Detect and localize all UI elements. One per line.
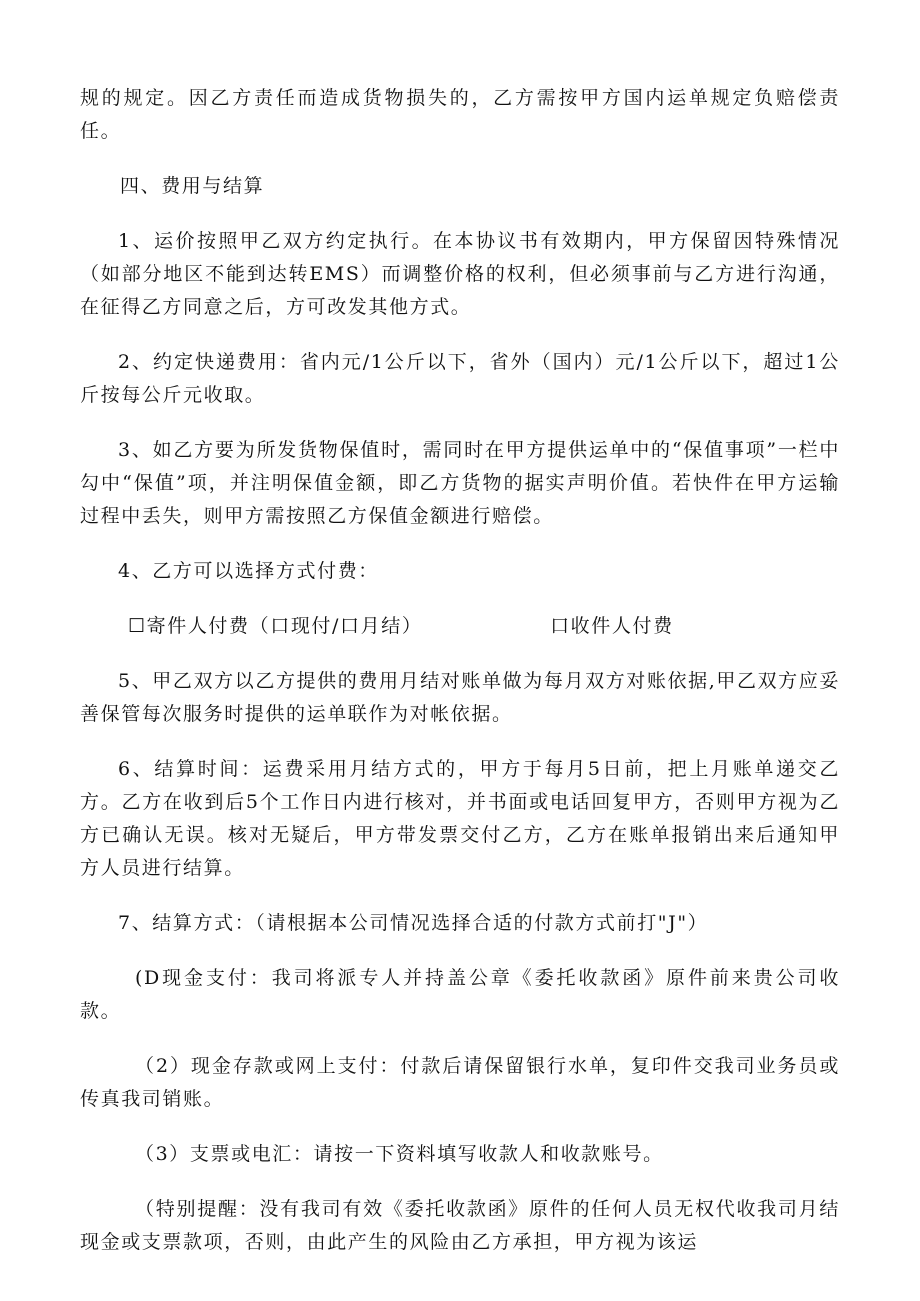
paragraph-clause-2: 2、约定快递费用：省内元/1公斤以下，省外（国内）元/1公斤以下，超过1公斤按每公斤元收取。: [80, 351, 840, 406]
paragraph-liability-continued: 规的规定。因乙方责任而造成货物损失的，乙方需按甲方国内运单规定负赔偿责任。: [80, 87, 840, 142]
paragraph-special-notice: （特别提醒：没有我司有效《委托收款函》原件的任何人员无权代收我司月结现金或支票款项，否则，由此产生的风险由乙方承担，甲方视为该运: [80, 1198, 840, 1253]
paragraph-clause-4: 4、乙方可以选择方式付费：: [118, 560, 379, 582]
option-recipient-pays[interactable]: 口收件人付费: [550, 615, 674, 637]
paragraph-clause-3: 3、如乙方要为所发货物保值时，需同时在甲方提供运单中的“保值事项”一栏中勾中“保值”项，并注明保值金额，即乙方货物的据实声明价值。若快件在甲方运输过程中丢失，则甲方需按照乙方保值金额进行赔偿。: [80, 439, 840, 527]
paragraph-method-1: (D现金支付：我司将派专人并持盖公章《委托收款函》原件前来贵公司收款。: [80, 967, 840, 1022]
paragraph-clause-5: 5、甲乙双方以乙方提供的费用月结对账单做为每月双方对账依据,甲乙双方应妥善保管每次服务时提供的运单联作为对帐依据。: [80, 670, 840, 725]
option-sender-pays[interactable]: ☐寄件人付费（口现付/口月结）: [128, 615, 423, 637]
payment-options: [128, 610, 840, 643]
paragraph-clause-6: 6、结算时间：运费采用月结方式的，甲方于每月5日前，把上月账单递交乙方。乙方在收到后5个工作日内进行核对，并书面或电话回复甲方，否则甲方视为乙方已确认无误。核对无疑后，甲方带发票交付乙方，乙方在账单报销出来后通知甲方人员进行结算。: [80, 758, 840, 879]
paragraph-clause-1: 1、运价按照甲乙双方约定执行。在本协议书有效期内，甲方保留因特殊情况（如部分地区不能到达转EMS）而调整价格的权利，但必须事前与乙方进行沟通，在征得乙方同意之后，方可改发其他方式。: [80, 230, 840, 318]
paragraph-method-2: （2）现金存款或网上支付：付款后请保留银行水单，复印件交我司业务员或传真我司销账。: [80, 1055, 840, 1110]
section-heading-fees: 四、费用与结算: [120, 175, 265, 197]
paragraph-method-3: （3）支票或电汇：请按一下资料填写收款人和收款账号。: [135, 1143, 664, 1165]
paragraph-clause-7: 7、结算方式：（请根据本公司情况选择合适的付款方式前打"J"）: [118, 912, 709, 934]
